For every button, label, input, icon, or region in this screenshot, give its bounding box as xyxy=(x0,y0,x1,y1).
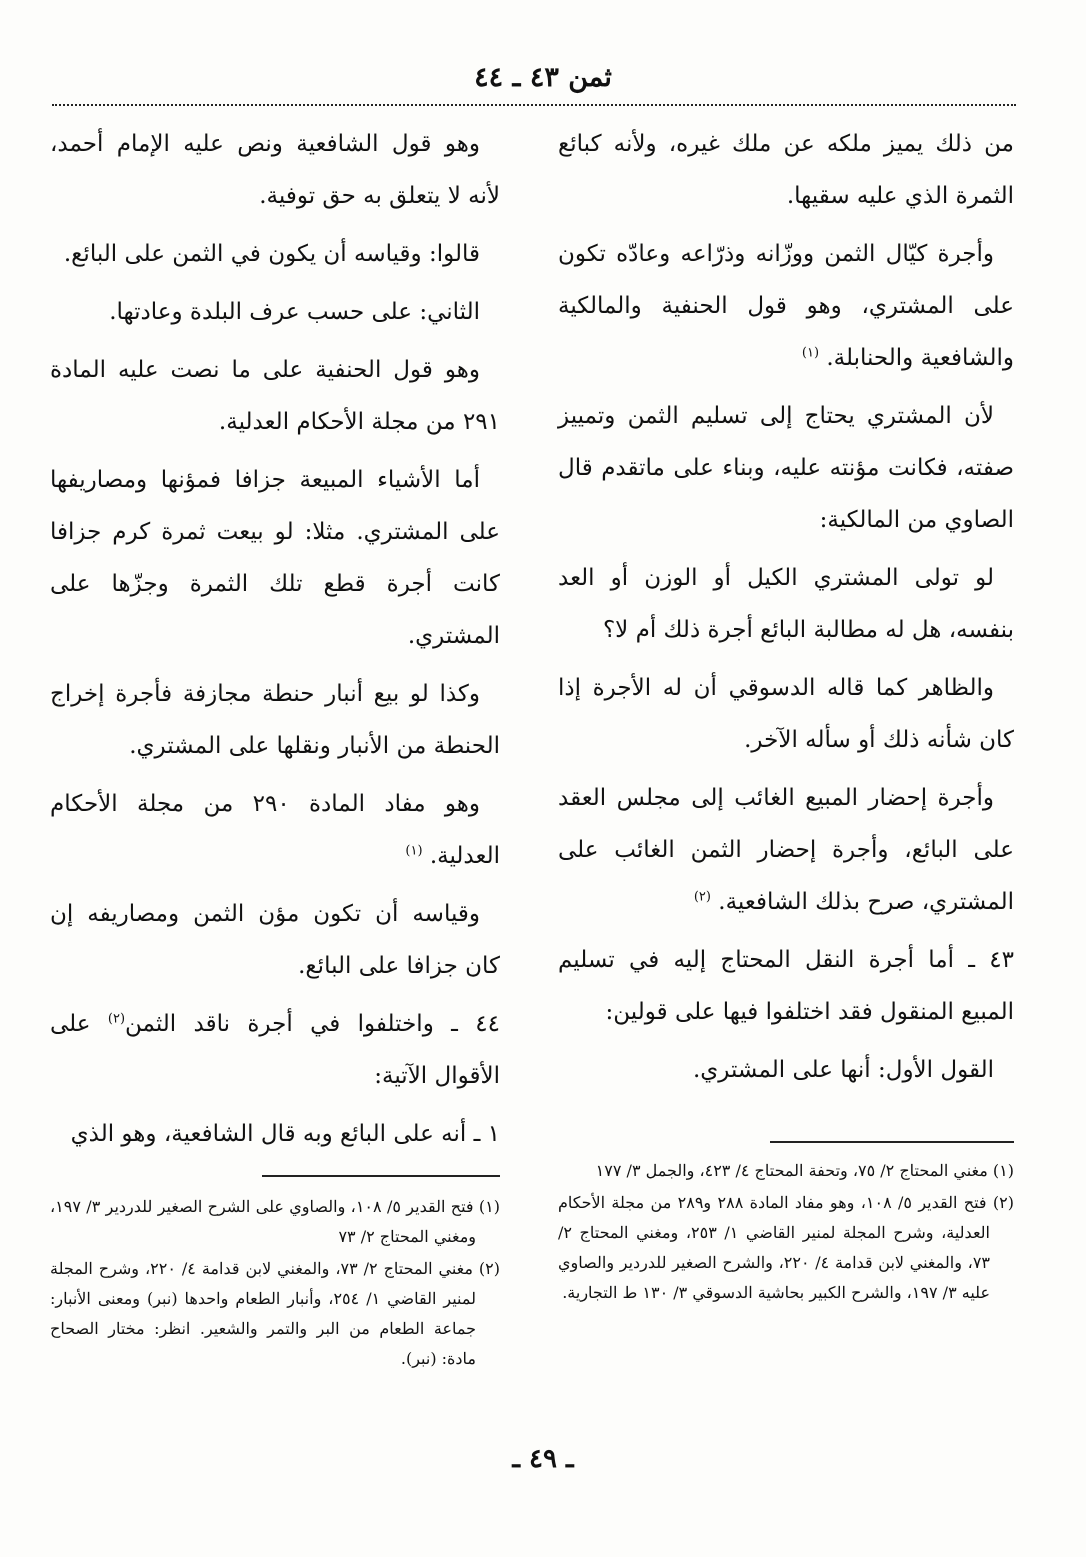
paragraph: لأن المشتري يحتاج إلى تسليم الثمن وتمييز صفته، فكانت مؤنته عليه، وبناء على ماتقدم قال الصاوي من المالكية: xyxy=(558,403,1014,533)
paragraph: وهو قول الشافعية ونص عليه الإمام أحمد، لأنه لا يتعلق به حق توفية. xyxy=(50,131,500,209)
footnote-ref: (٢) xyxy=(693,889,711,905)
footnote-ref: (٢) xyxy=(107,1011,126,1027)
footnote-divider-left xyxy=(262,1175,500,1177)
paragraph: القول الأول: أنها على المشتري. xyxy=(692,1057,994,1083)
paragraph: والظاهر كما قاله الدسوقي أن له الأجرة إذا كان شأنه ذلك أو سأله الآخر. xyxy=(558,675,1014,753)
footnote: (٢) مغني المحتاج ٢/ ٧٣، والمغني لابن قدامة ٤/ ٢٢٠، وشرح المجلة لمنير القاضي ١/ ٢٥٤، وأنبار الطعام واحدها (نبر) ومعنى الأنبار: جماعة الطعام من البر والتمر والشعير. انظر: مختار الصحاح مادة: (نبر). xyxy=(50,1259,500,1368)
footnote: (٢) فتح القدير ٥/ ١٠٨، وهو مفاد المادة ٢٨٨ و٢٨٩ من مجلة الأحكام العدلية، وشرح المجلة لمنير القاضي ١/ ٢٥٣، ومغني المحتاج ٢/ ٧٣، والمغني لابن قدامة ٤/ ٢٢٠، والشرح الصغير للدردير والصاوي عليه ٣/ ١٩٧، والشرح الكبير بحاشية الدسوقي ٣/ ١٣٠ ط التجارية. xyxy=(558,1193,1014,1302)
paragraph: وأجرة كيّال الثمن ووزّانه وذرّاعه وعادّه تكون على المشتري، وهو قول الحنفية والمالكية والشافعية والحنابلة. $^{(١)}$ xyxy=(558,241,1014,371)
paragraph: ١ ـ أنه على البائع وبه قال الشافعية، وهو الذي xyxy=(70,1121,500,1147)
paragraph: وهو قول الحنفية على ما نصت عليه المادة ٢٩١ من مجلة الأحكام العدلية. xyxy=(50,357,500,435)
paragraph: قالوا: وقياسه أن يكون في الثمن على البائع. xyxy=(63,241,480,267)
paragraph: الثاني: على حسب عرف البلدة وعادتها. xyxy=(109,299,480,325)
paragraph: وأجرة إحضار المبيع الغائب إلى مجلس العقد على البائع، وأجرة إحضار الثمن الغائب على المشتري، صرح بذلك الشافعية. $^{(٢)}$ xyxy=(558,785,1014,915)
section-paragraph: ٤٣ ـ أما أجرة النقل المحتاج إليه في تسليم المبيع المنقول فقد اختلفوا فيها على قولين: xyxy=(558,947,1014,1025)
paragraph: وقياسه أن تكون مؤن الثمن ومصاريفه إن كان جزافا على البائع. xyxy=(50,901,500,979)
header-divider xyxy=(52,104,1016,106)
running-header: ثمن ٤٣ ـ ٤٤ xyxy=(474,62,612,93)
paragraph: من ذلك يميز ملكه عن ملك غيره، ولأنه كبائع الثمرة الذي عليه سقيها. xyxy=(558,131,1014,209)
section-paragraph: ٤٤ ـ واختلفوا في أجرة ناقد الثمن$^{(٢)}$ على الأقوال الآتية: xyxy=(50,1011,500,1089)
footnote-ref: (١) xyxy=(405,843,423,859)
footnote: (١) فتح القدير ٥/ ١٠٨، والصاوي على الشرح الصغير للدردير ٣/ ١٩٧، ومغني المحتاج ٢/ ٧٣ xyxy=(50,1197,500,1246)
footnote-ref: (١) xyxy=(801,345,820,361)
footnotes-right xyxy=(558,1156,1014,1310)
footnote-divider-right xyxy=(770,1141,1014,1143)
footnote: (١) مغني المحتاج ٢/ ٧٥، وتحفة المحتاج ٤/ ٤٢٣، والجمل ٣/ ١٧٧ xyxy=(595,1161,1014,1180)
page-number: ـ ٤٩ ـ xyxy=(512,1444,574,1474)
paragraph: وهو مفاد المادة ٢٩٠ من مجلة الأحكام العدلية. $^{(١)}$ xyxy=(50,791,500,869)
paragraph: وكذا لو بيع أنبار حنطة مجازفة فأجرة إخراج الحنطة من الأنبار ونقلها على المشتري. xyxy=(50,681,500,759)
paragraph: أما الأشياء المبيعة جزافا فمؤنها ومصاريفها على المشتري. مثلا: لو بيعت ثمرة كرم جزافا كانت أجرة قطع تلك الثمرة وجزّها على المشتري. xyxy=(50,467,500,649)
right-column xyxy=(558,118,1014,1102)
left-column xyxy=(50,118,500,1166)
footnotes-left xyxy=(50,1192,500,1376)
paragraph: لو تولى المشتري الكيل أو الوزن أو العد بنفسه، هل له مطالبة البائع أجرة ذلك أم لا؟ xyxy=(558,565,1014,643)
